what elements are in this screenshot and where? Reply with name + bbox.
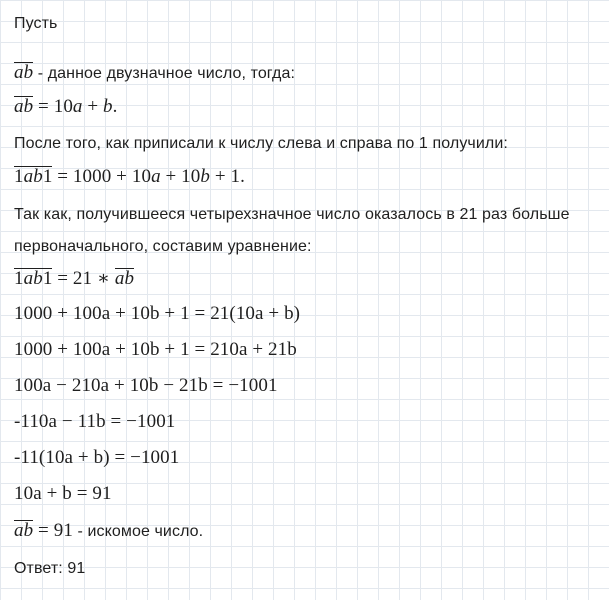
intro-text: Пусть bbox=[14, 15, 58, 32]
definition-text: - данное двузначное число, тогда: bbox=[33, 65, 296, 82]
math-line-step-1: 1000 + 100a + 10b + 1 = 21(10a + b) bbox=[14, 303, 301, 324]
math-line-step-5: -11(10a + b) = −1001 bbox=[14, 447, 180, 468]
text-line-condition-2 bbox=[14, 237, 312, 257]
math-line-ab-expansion: ab = 10a + b. bbox=[14, 96, 118, 117]
math-ab-overline: ab bbox=[14, 96, 34, 117]
text-line-answer bbox=[14, 559, 85, 579]
math-1ab1-overline: 1ab1 bbox=[14, 268, 53, 289]
text-line-condition-1 bbox=[14, 205, 570, 225]
text-line-append bbox=[14, 134, 508, 154]
math-1ab1-overline: 1ab1 bbox=[14, 166, 53, 187]
math-ab-overline: ab bbox=[114, 268, 135, 289]
math-line-step-4: -110a − 11b = −1001 bbox=[14, 411, 176, 432]
condition-text-1: Так как, получившееся четырехзначное число оказалось в 21 раз больше bbox=[14, 206, 570, 223]
math-ab-overline: ab bbox=[14, 520, 34, 541]
answer-text: Ответ: 91 bbox=[14, 560, 86, 577]
math-line-step-2: 1000 + 100a + 10b + 1 = 210a + 21b bbox=[14, 339, 297, 360]
math-line-step-3: 100a − 210a + 10b − 21b = −1001 bbox=[14, 375, 278, 396]
result-text: - искомое число. bbox=[72, 523, 204, 540]
text-line-result: ab = 91 - искомое число. bbox=[14, 520, 204, 541]
math-line-step-6: 10a + b = 91 bbox=[14, 483, 112, 504]
math-line-equation: 1ab1 = 21 ∗ ab bbox=[14, 268, 135, 289]
math-line-1ab1-expansion: 1ab1 = 1000 + 10a + 10b + 1. bbox=[14, 166, 245, 187]
text-line-intro bbox=[14, 14, 57, 34]
text-line-definition bbox=[14, 62, 295, 84]
condition-text-2: первоначального, составим уравнение: bbox=[14, 238, 312, 255]
append-text: После того, как приписали к числу слева и справа по 1 получили: bbox=[14, 135, 508, 152]
math-ab-overline: ab bbox=[14, 62, 34, 83]
